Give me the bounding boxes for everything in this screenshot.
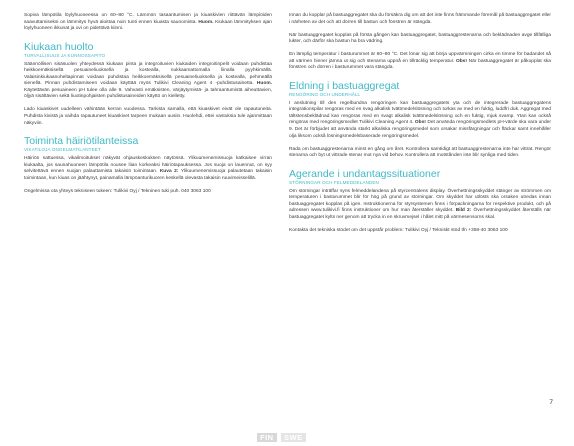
section-title-eldning: Eldning i bastuaggregat [289,79,400,92]
section-title-toiminta: Toiminta häiriötilanteissa [24,135,139,148]
intro-paragraph-sv-1: Innan du kopplar på bastuaggregatet ska du försäkra dig om att det inte finns främmande föremål på bastuaggregatet eller i närheten av det och att dörren till bastun och fönstren är stängda. [289,13,551,25]
fault-paragraph-sv: Om störningar inträffar syns felmeddelandena på styrcentralens display. Överhettningsskyddet stänger av strömmen om temperaturen i basturummet blir för hög på grund av störningar. Om skyddet har utlösts ska orsaken utredas innan bastuaggregatet kopplas på igen. Instruktionerna för styrsystemen finns i förpackningarna för respektive produkt, och på adressen www.tulikivi.fi finns instruktioner om hur man återställer skyddet. Bild 2: Överhettningsskyddet återställs när bastuaggregatet kylts ner genom att trycka in en skruvmejsel i hålet mitt på värmesensorns skal. [289,188,551,220]
support-paragraph-sv: Kontakta det tekniska stödet om det uppstår problem: Tulikivi Oyj / Tekniskt stöd tfn +358-40 3063 100 [289,227,508,233]
intro-paragraph-fi: Sopiva lämpötila löylyhuoneessa on 60–80 °C. Lämmön tasaantumisen ja kiuaskivien riittävän lämpiöiden saavuttamiseksi on lämmitys hyvä aloittaa noin tunti ennen kiuasta saunomista. Huom. Kiukaan lämmityksen ajan löylyhuoneen ikkunat ja ovi on pidettävä kiinni. [24,13,272,32]
intro-paragraph-sv-3: En lämplig temperatur i basturummet är 60–80 °C. Det lönar sig att börja uppvärmningen cirka en timme för badandet så att värmen hinner jämna ut sig och stenarna uppnå en tillräcklig temperatur. Obs! När bastuaggregatet är påkopplat ska fönstren och dörren i basturummet vara stängda. [289,52,551,71]
language-tab-fin: FIN [257,433,277,442]
language-tab-swe: SWE [281,433,306,442]
page-number: 7 [549,399,553,406]
maintenance-paragraph-fi: Säännöllisen sisäsuolen yhteydessä kiukaan pinta ja integroituvien kiukaiden integroitinpelit voidaan puhdistaa heikkoemäksisellä pesuaineliuoksella ja kostealla, nukkaamattomalla liinalla pyyhkimällä. Valaisinkiukaanoheltapinnat voidaan puhdistaa heikkoemäksisellä pesuaineliuoksella ja kostealla, pehmeällä sienellä. Pinnan puhdistamiseen voidaan käyttää myös Tulikivi Cleaning Agent 4 -puhdistusainetta. Huom. Käytettävän pesuaineen pH tulee olla alle 9. Vahvasti emäksisten, värjäytymistä- ja tahraantumistä aiheuttavien, öljyä sisältävien sekä liuotinpohjaisten puhdistusaineiden käyttö on kielletty. [24,61,272,100]
section-subtitle: TURVALLISUUS JA KUNNOSSAPITO [24,52,106,58]
intro-paragraph-sv-2: När bastuaggregatet kopplas på första gången kan bastuaggregatet, bastuaggrestenarna och beklädnaden avge tillfälliga lukter, och därför ska bastun ha bra vädring. [289,32,551,45]
fault-paragraph-fi: Häiriön sattuessa, vikailmoitukset näkyvät ohjauskeskuksen näytössä. Ylikuumenemissuoja katkaisee virran kiukaalta, jos saunahuoneen lämpötila nousee liian korkeaksi häiriötapauksessa. Jos suoja on lauennut, on syy selvitettävä ennen suojan palauttamista takaisin toimintaan. Kuva 2: Ylikuumenemissuoja palautetaan takaisin toimintaan, kun kiuas on jäähtynyt, painamalla lämpöanturikuoren keskellä olevasta takaisin ruuvimeisselillä. [24,156,272,181]
right-column [289,13,551,241]
maintenance-paragraph-sv: I anslutning till den regelbundna rengöringen kan bastuaggregatets yta och de integrerade bastuaggregatens integrationspilar rengöras med en svag alkalisk tvättmedelslösning och torkas av med en fuktig, luddfri duk. Aggregat med tältstensbeklädnad kan rengöras med en svagt alkalisk tvättmedelslösning och en fuktig, mjuk svamp. Ytan kan också rengöras med rengöringsmedlet Tulikivi Cleaning Agent 4. Obs! Det använda rengöringsmedlets pH-värde ska vara under 9. Det är förbjudet att använda starkt alkaliska rengöringsmedel som orsakar missfärgningar och fläckar samt innehåller olja liksom också lösningsmedelsbaserade rengöringsmedel. [289,100,551,139]
support-paragraph-fi: Ongelmissa ota yhteys tekniseen tukeen: Tulikivi Oyj / Tekninen tuki puh. 040 3063 100 [24,188,211,194]
section-title-agerande: Agerande i undantagssituationer [289,167,441,180]
stones-paragraph-fi: Lado kiuaskivet uudelleen vähintään kerran vuodessa. Tarkista samalla, että kiuaskivet eivät ole rapautuneita. Puhdista kivistä ja vaihda rapautuneet kiuaskivet tarpeen mukaan uusiin. Huolehdi, ettei vastuksia tule ajanmittaan näkyviin. [24,107,272,126]
section-subtitle: VIKATILOJA ONGELMATILANTEET [24,147,101,153]
left-column [24,13,272,202]
stones-paragraph-sv: Rada om bastuaggrestenarna minst en gång om året. Kontrollera samtidigt att bastuaggrestenarna inte har vittrat. Rengör stenarna och byt ut vittrade stenar mot nya vid behov. Kontrollera att motstånden inte blir synliga med tiden. [289,146,551,159]
section-title-kiukaan-huolto: Kiukaan huolto [24,40,94,53]
section-subtitle: RENGÖRING OCH UNDERHÅLL [289,91,361,97]
section-subtitle: STÖRNINGAR OCH FELMEDDELANDEN [289,179,379,185]
